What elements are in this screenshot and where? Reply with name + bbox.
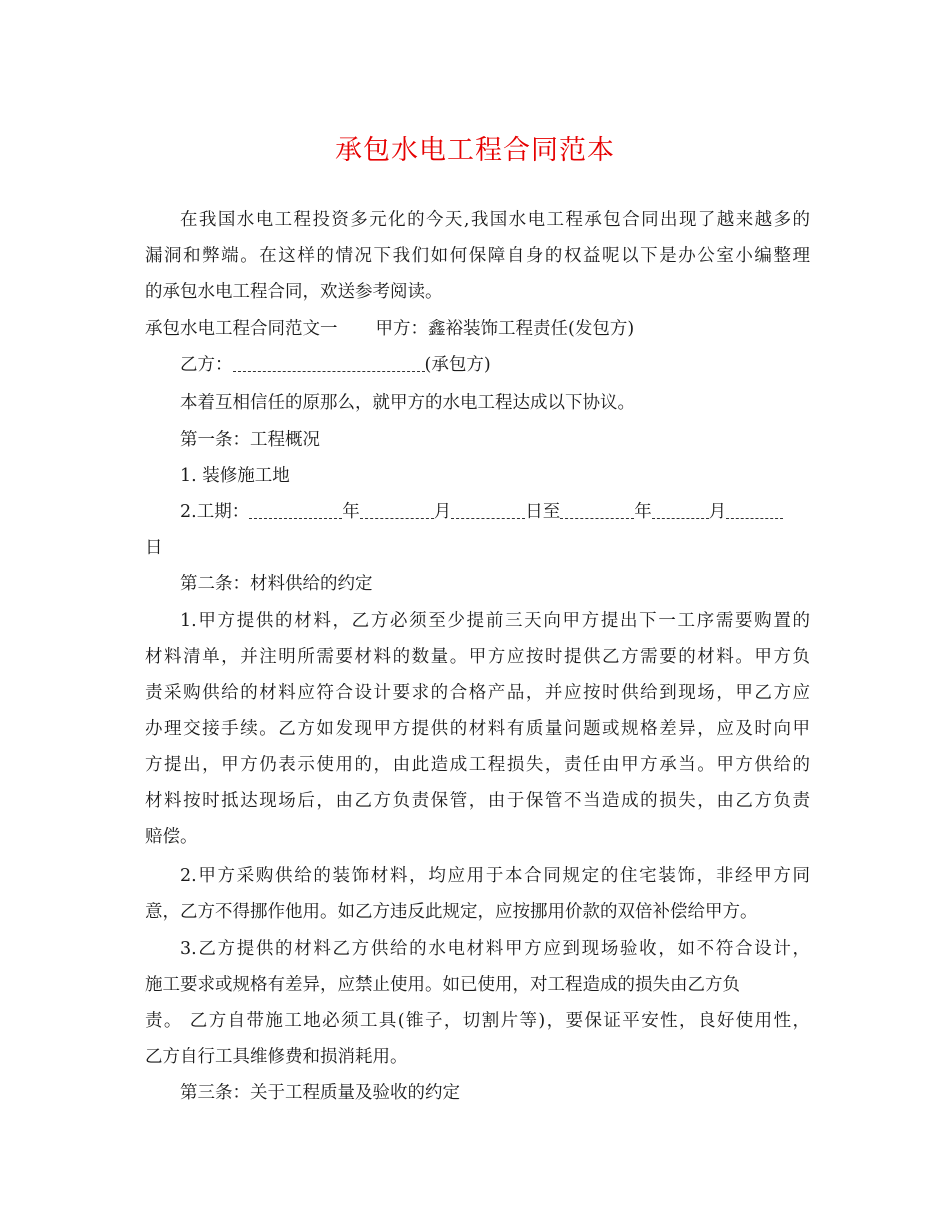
article-1-title: 第一条：工程概况 <box>180 430 320 450</box>
article-2-para-1-line: 责采购供给的材料应符合设计要求的合格产品，并应按时供给到现场，甲乙方应 <box>145 683 810 703</box>
agreement-line: 本着互相信任的原那么，就甲方的水电工程达成以下协议。 <box>180 393 635 413</box>
article-2-para-1-line: 材料按时抵达现场后，由乙方负责保管，由于保管不当造成的损失，由乙方负责 <box>145 791 810 811</box>
article-2-para-3-line: 施工要求或规格有差异，应禁止使用。如已使用，对工程造成的损失由乙方负 <box>145 975 740 995</box>
article-2-para-1-line: 方提出，甲方仍表示使用的，由此造成工程损失，责任由甲方承当。甲方供给的 <box>145 755 810 775</box>
blank-year-2 <box>560 502 634 519</box>
article-2-para-2-line: 意，乙方不得挪作他用。如乙方违反此规定，应按挪用价款的双倍补偿给甲方。 <box>145 902 758 922</box>
party-b-suffix: (承包方) <box>424 355 491 375</box>
year-label-1: 年 <box>342 502 360 522</box>
article-2-para-1-line: 材料清单，并注明所需要材料的数量。甲方应按时提供乙方需要的材料。甲方负 <box>145 647 810 667</box>
year-label-2: 年 <box>634 502 652 522</box>
party-b-line <box>180 353 810 377</box>
party-b-blank <box>233 355 425 372</box>
intro-line: 的承包水电工程合同，欢送参考阅读。 <box>145 282 443 302</box>
month-label-2: 月 <box>708 502 727 522</box>
blank-day-1 <box>451 502 525 519</box>
blank-year-1 <box>249 502 342 519</box>
day-to-label: 日至 <box>525 502 561 522</box>
blank-day-2 <box>726 502 783 519</box>
contract-heading-line <box>145 317 810 341</box>
article-2-para-1-line: 办理交接手续。乙方如发现甲方提供的材料有质量问题或规格差异，应及时向甲 <box>145 719 810 739</box>
period-end-label: 日 <box>145 538 163 558</box>
blank-month-1 <box>360 502 434 519</box>
article-2-para-1-line: 赔偿。 <box>145 827 198 847</box>
blank-month-2 <box>652 502 709 519</box>
party-a: 甲方：鑫裕装饰工程责任(发包方) <box>375 319 635 339</box>
period-label: 2.工期： <box>180 502 250 522</box>
article-2-para-3-line: 3.乙方提供的材料乙方供给的水电材料甲方应到现场验收，如不符合设计， <box>180 939 810 959</box>
article-2-para-2-line: 2.甲方采购供给的装饰材料，均应用于本合同规定的住宅装饰，非经甲方同 <box>180 866 810 886</box>
party-b-label: 乙方： <box>180 355 233 375</box>
article-2-para-1-line: 1.甲方提供的材料，乙方必须至少提前三天向甲方提出下一工序需要购置的 <box>180 611 810 631</box>
intro-line: 在我国水电工程投资多元化的今天,我国水电工程承包合同出现了越来越多的 <box>180 210 810 230</box>
article-2-para-3-line: 责。 乙方自带施工地必须工具(锥子，切割片等)，要保证平安性，良好使用性， <box>145 1011 810 1031</box>
article-2-title: 第二条：材料供给的约定 <box>180 574 373 594</box>
article-2-para-3-line: 乙方自行工具维修费和损消耗用。 <box>145 1047 408 1067</box>
section-title: 承包水电工程合同范文一 <box>145 319 338 339</box>
article-1-item-1: 1. 装修施工地 <box>180 466 290 486</box>
intro-line: 漏洞和弊端。在这样的情况下我们如何保障自身的权益呢以下是办公室小编整理 <box>145 246 810 266</box>
period-line <box>180 500 810 524</box>
month-label-1: 月 <box>433 502 452 522</box>
article-3-title: 第三条：关于工程质量及验收的约定 <box>180 1083 460 1103</box>
document-title: 承包水电工程合同范本 <box>335 135 615 166</box>
